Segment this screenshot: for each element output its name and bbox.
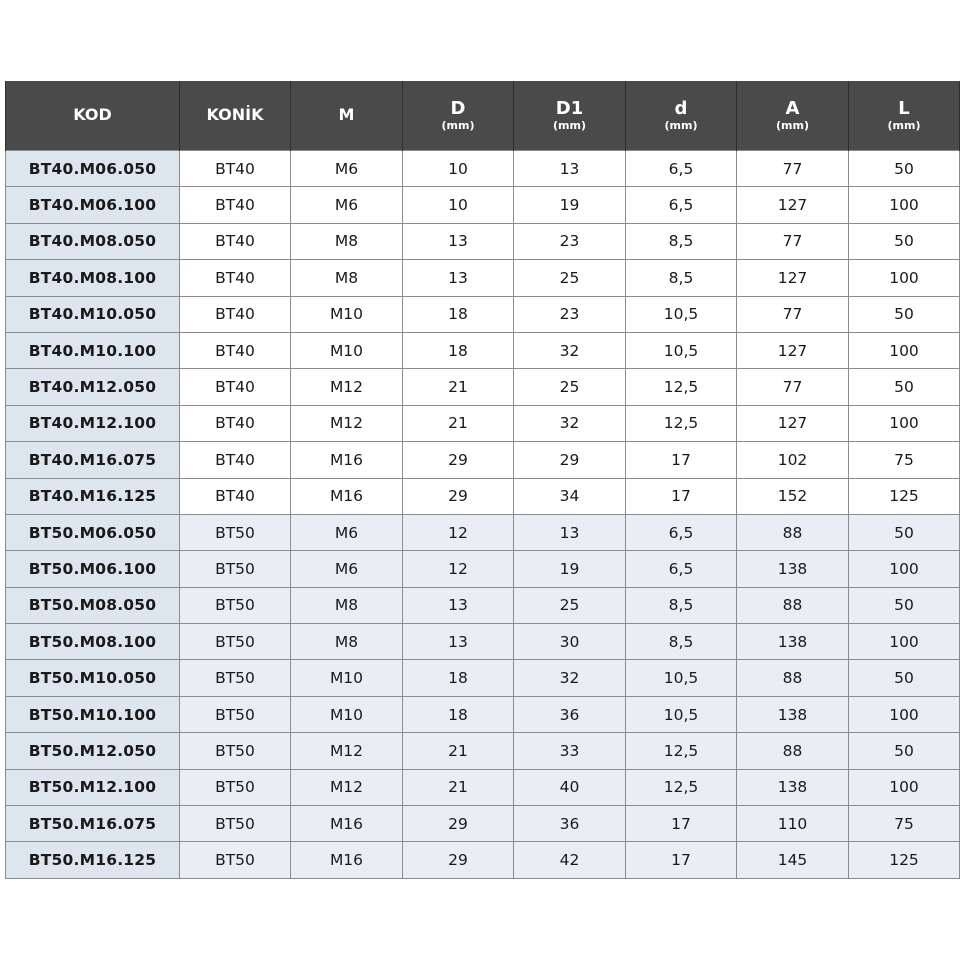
column-header-l — [849, 81, 960, 151]
cell-d1: 33 — [514, 733, 626, 769]
cell-d1: 13 — [514, 514, 626, 550]
cell-kod: BT40.M08.100 — [6, 260, 180, 296]
cell-a: 77 — [737, 369, 849, 405]
cell-d-outer: 18 — [403, 696, 514, 732]
column-header-d1 — [514, 81, 626, 151]
cell-a: 138 — [737, 551, 849, 587]
cell-konik: BT50 — [180, 842, 291, 878]
cell-a: 127 — [737, 405, 849, 441]
cell-konik: BT40 — [180, 260, 291, 296]
cell-d-inner: 6,5 — [626, 151, 737, 187]
cell-a: 77 — [737, 223, 849, 259]
cell-d1: 32 — [514, 660, 626, 696]
cell-l: 100 — [849, 405, 960, 441]
cell-konik: BT50 — [180, 696, 291, 732]
cell-m: M12 — [291, 769, 403, 805]
cell-d-outer: 10 — [403, 187, 514, 223]
cell-d1: 36 — [514, 696, 626, 732]
cell-a: 110 — [737, 806, 849, 842]
cell-a: 102 — [737, 442, 849, 478]
cell-a: 127 — [737, 260, 849, 296]
cell-m: M8 — [291, 624, 403, 660]
cell-a: 127 — [737, 187, 849, 223]
cell-l: 100 — [849, 769, 960, 805]
cell-d-outer: 13 — [403, 223, 514, 259]
cell-konik: BT50 — [180, 769, 291, 805]
cell-d-inner: 12,5 — [626, 733, 737, 769]
cell-a: 77 — [737, 151, 849, 187]
cell-d-inner: 6,5 — [626, 514, 737, 550]
cell-d-outer: 13 — [403, 587, 514, 623]
cell-d-outer: 12 — [403, 514, 514, 550]
cell-konik: BT50 — [180, 733, 291, 769]
cell-d1: 23 — [514, 223, 626, 259]
cell-l: 125 — [849, 842, 960, 878]
cell-kod: BT50.M16.125 — [6, 842, 180, 878]
cell-l: 75 — [849, 442, 960, 478]
cell-d-inner: 17 — [626, 806, 737, 842]
cell-d-inner: 17 — [626, 442, 737, 478]
cell-l: 50 — [849, 223, 960, 259]
cell-d1: 19 — [514, 187, 626, 223]
cell-kod: BT50.M12.100 — [6, 769, 180, 805]
cell-l: 100 — [849, 624, 960, 660]
cell-a: 88 — [737, 587, 849, 623]
cell-d-inner: 17 — [626, 842, 737, 878]
cell-a: 88 — [737, 733, 849, 769]
cell-konik: BT40 — [180, 296, 291, 332]
cell-d1: 25 — [514, 369, 626, 405]
cell-m: M8 — [291, 587, 403, 623]
cell-l: 100 — [849, 551, 960, 587]
table-row — [6, 478, 960, 514]
table-row — [6, 842, 960, 878]
cell-a: 88 — [737, 660, 849, 696]
cell-d-outer: 21 — [403, 369, 514, 405]
table-row — [6, 551, 960, 587]
cell-a: 138 — [737, 769, 849, 805]
cell-d-inner: 10,5 — [626, 696, 737, 732]
cell-d1: 25 — [514, 587, 626, 623]
cell-konik: BT50 — [180, 660, 291, 696]
cell-d-outer: 29 — [403, 842, 514, 878]
cell-konik: BT50 — [180, 806, 291, 842]
cell-konik: BT40 — [180, 369, 291, 405]
cell-kod: BT40.M12.050 — [6, 369, 180, 405]
cell-a: 127 — [737, 332, 849, 368]
cell-kod: BT50.M12.050 — [6, 733, 180, 769]
cell-l: 100 — [849, 696, 960, 732]
cell-d-inner: 8,5 — [626, 223, 737, 259]
cell-kod: BT40.M08.050 — [6, 223, 180, 259]
table-header — [6, 81, 960, 151]
cell-d-outer: 29 — [403, 478, 514, 514]
cell-m: M6 — [291, 151, 403, 187]
table-row — [6, 696, 960, 732]
cell-m: M10 — [291, 660, 403, 696]
column-header-d-outer — [403, 81, 514, 151]
cell-m: M10 — [291, 296, 403, 332]
cell-kod: BT40.M06.050 — [6, 151, 180, 187]
cell-d1: 42 — [514, 842, 626, 878]
cell-kod: BT50.M10.100 — [6, 696, 180, 732]
cell-kod: BT50.M08.050 — [6, 587, 180, 623]
cell-d1: 25 — [514, 260, 626, 296]
cell-d-inner: 12,5 — [626, 769, 737, 805]
cell-l: 100 — [849, 332, 960, 368]
cell-konik: BT40 — [180, 332, 291, 368]
table-row — [6, 260, 960, 296]
cell-kod: BT40.M12.100 — [6, 405, 180, 441]
column-header-kod — [6, 81, 180, 151]
cell-a: 145 — [737, 842, 849, 878]
cell-kod: BT40.M10.100 — [6, 332, 180, 368]
cell-d-inner: 10,5 — [626, 660, 737, 696]
cell-d-inner: 6,5 — [626, 187, 737, 223]
spec-table — [5, 81, 960, 879]
column-header-unit: (mm) — [887, 118, 921, 132]
cell-m: M16 — [291, 806, 403, 842]
column-header-d-inner — [626, 81, 737, 151]
cell-kod: BT40.M16.075 — [6, 442, 180, 478]
cell-m: M12 — [291, 369, 403, 405]
cell-kod: BT50.M10.050 — [6, 660, 180, 696]
cell-m: M16 — [291, 442, 403, 478]
cell-d1: 32 — [514, 405, 626, 441]
cell-d-outer: 21 — [403, 733, 514, 769]
header-row — [6, 81, 960, 151]
cell-a: 77 — [737, 296, 849, 332]
cell-d-outer: 21 — [403, 405, 514, 441]
column-header-unit: (mm) — [441, 118, 475, 132]
cell-kod: BT40.M16.125 — [6, 478, 180, 514]
cell-m: M6 — [291, 514, 403, 550]
column-header-label: M — [338, 105, 355, 125]
cell-m: M6 — [291, 187, 403, 223]
cell-konik: BT40 — [180, 478, 291, 514]
cell-d-outer: 10 — [403, 151, 514, 187]
table-row — [6, 223, 960, 259]
table-row — [6, 187, 960, 223]
column-header-unit: (mm) — [553, 118, 586, 132]
cell-m: M16 — [291, 478, 403, 514]
cell-m: M12 — [291, 405, 403, 441]
cell-d-outer: 29 — [403, 806, 514, 842]
table-row — [6, 624, 960, 660]
column-header-unit: (mm) — [776, 118, 809, 132]
cell-d-inner: 8,5 — [626, 260, 737, 296]
cell-d-inner: 10,5 — [626, 296, 737, 332]
cell-d-outer: 18 — [403, 660, 514, 696]
table-body — [6, 151, 960, 879]
cell-l: 100 — [849, 260, 960, 296]
cell-a: 88 — [737, 514, 849, 550]
cell-konik: BT50 — [180, 551, 291, 587]
table-row — [6, 769, 960, 805]
table-row — [6, 405, 960, 441]
cell-konik: BT50 — [180, 587, 291, 623]
cell-a: 138 — [737, 624, 849, 660]
column-header-label: D1 — [555, 97, 584, 119]
cell-l: 125 — [849, 478, 960, 514]
cell-kod: BT50.M16.075 — [6, 806, 180, 842]
cell-d-outer: 29 — [403, 442, 514, 478]
cell-kod: BT50.M06.050 — [6, 514, 180, 550]
cell-d-outer: 13 — [403, 624, 514, 660]
cell-d-outer: 18 — [403, 332, 514, 368]
cell-m: M6 — [291, 551, 403, 587]
cell-m: M12 — [291, 733, 403, 769]
cell-l: 50 — [849, 369, 960, 405]
column-header-unit: (mm) — [664, 118, 698, 132]
cell-kod: BT40.M10.050 — [6, 296, 180, 332]
cell-d1: 30 — [514, 624, 626, 660]
cell-d-inner: 12,5 — [626, 369, 737, 405]
column-header-label: KONİK — [206, 105, 264, 125]
cell-m: M8 — [291, 223, 403, 259]
table-row — [6, 733, 960, 769]
cell-konik: BT40 — [180, 151, 291, 187]
table-row — [6, 806, 960, 842]
table-row — [6, 587, 960, 623]
cell-d1: 29 — [514, 442, 626, 478]
table-row — [6, 660, 960, 696]
column-header-label: D — [450, 97, 466, 119]
cell-kod: BT40.M06.100 — [6, 187, 180, 223]
cell-konik: BT40 — [180, 442, 291, 478]
cell-l: 100 — [849, 187, 960, 223]
cell-d1: 19 — [514, 551, 626, 587]
cell-m: M16 — [291, 842, 403, 878]
cell-kod: BT50.M08.100 — [6, 624, 180, 660]
cell-l: 50 — [849, 733, 960, 769]
cell-d1: 23 — [514, 296, 626, 332]
column-header-a — [737, 81, 849, 151]
table-row — [6, 332, 960, 368]
cell-konik: BT50 — [180, 624, 291, 660]
cell-d-outer: 21 — [403, 769, 514, 805]
table-row — [6, 296, 960, 332]
table-row — [6, 514, 960, 550]
cell-l: 50 — [849, 151, 960, 187]
cell-konik: BT40 — [180, 187, 291, 223]
cell-d1: 13 — [514, 151, 626, 187]
cell-l: 50 — [849, 660, 960, 696]
cell-m: M8 — [291, 260, 403, 296]
cell-konik: BT40 — [180, 223, 291, 259]
cell-d-inner: 17 — [626, 478, 737, 514]
cell-l: 50 — [849, 296, 960, 332]
cell-konik: BT50 — [180, 514, 291, 550]
cell-d-inner: 6,5 — [626, 551, 737, 587]
cell-m: M10 — [291, 696, 403, 732]
cell-d1: 32 — [514, 332, 626, 368]
column-header-konik — [180, 81, 291, 151]
column-header-label: KOD — [73, 105, 112, 125]
cell-kod: BT50.M06.100 — [6, 551, 180, 587]
cell-konik: BT40 — [180, 405, 291, 441]
cell-l: 50 — [849, 587, 960, 623]
cell-a: 152 — [737, 478, 849, 514]
column-header-label: L — [898, 97, 910, 119]
cell-d1: 40 — [514, 769, 626, 805]
cell-d-inner: 8,5 — [626, 587, 737, 623]
table-row — [6, 442, 960, 478]
cell-d-inner: 12,5 — [626, 405, 737, 441]
cell-l: 50 — [849, 514, 960, 550]
cell-l: 75 — [849, 806, 960, 842]
cell-d1: 34 — [514, 478, 626, 514]
cell-d-inner: 10,5 — [626, 332, 737, 368]
cell-m: M10 — [291, 332, 403, 368]
table-row — [6, 151, 960, 187]
cell-d-outer: 18 — [403, 296, 514, 332]
cell-d1: 36 — [514, 806, 626, 842]
cell-d-inner: 8,5 — [626, 624, 737, 660]
cell-d-outer: 13 — [403, 260, 514, 296]
cell-a: 138 — [737, 696, 849, 732]
column-header-m — [291, 81, 403, 151]
column-header-label: d — [674, 97, 688, 119]
column-header-label: A — [785, 97, 800, 119]
table-row — [6, 369, 960, 405]
cell-d-outer: 12 — [403, 551, 514, 587]
